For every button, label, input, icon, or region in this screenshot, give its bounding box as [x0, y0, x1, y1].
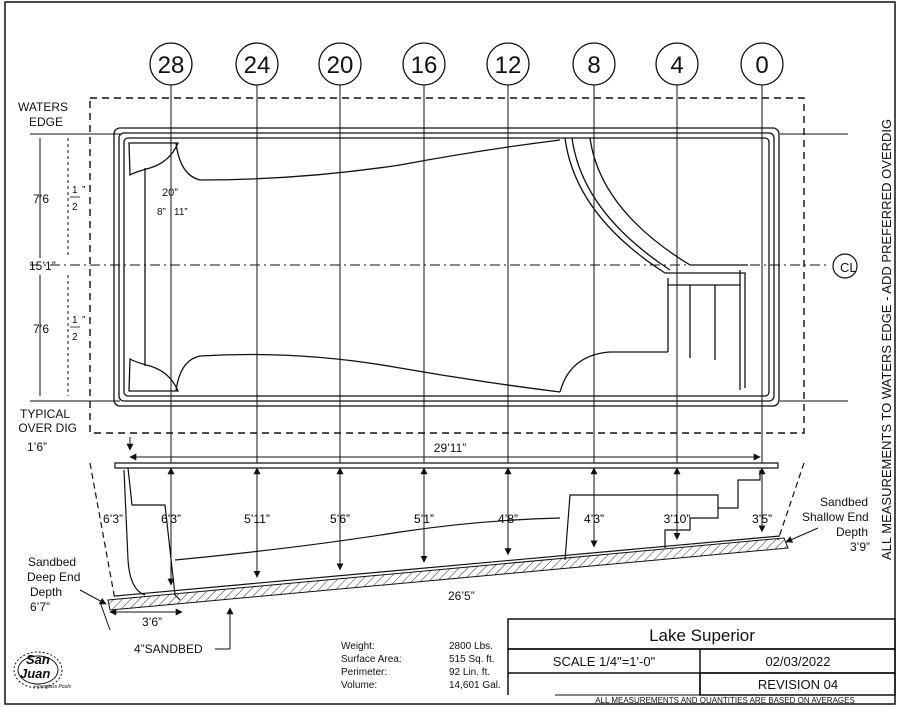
station-number: 24 [243, 52, 271, 79]
logo-line-1: San [26, 652, 50, 667]
centerline-label: CL [840, 260, 857, 275]
sandbed-shallow-1: Sandbed [820, 495, 869, 509]
half-width-lower: 7’6 [33, 322, 50, 336]
typical-label: TYPICAL [19, 407, 70, 421]
revision: REVISION 04 [757, 677, 839, 692]
sandbed-shallow-2: Shallow End [802, 510, 869, 524]
date: 02/03/2022 [765, 654, 831, 669]
sandbed-deep-leader [80, 590, 106, 604]
station-number: 16 [410, 52, 438, 79]
bench-width: 20” [162, 187, 178, 199]
spec-perimeter-value: 92 Lin. ft. [449, 667, 491, 678]
half-width-upper-quote: ” [82, 185, 86, 196]
depth-label: 5’6” [329, 512, 351, 526]
floor-length: 26’5” [448, 589, 475, 603]
station-number: 0 [755, 52, 769, 79]
depth-label: 4’3” [583, 512, 605, 526]
bench-b: 11” [174, 207, 188, 218]
station-markers [150, 43, 783, 463]
bench-a: 8” [157, 207, 166, 218]
logo-tagline: Fiberglass Pools [34, 684, 71, 690]
half-width-lower-den: 2 [72, 332, 78, 343]
deep-flat-length: 3’6” [142, 615, 163, 629]
vertical-note: ALL MEASUREMENTS TO WATERS EDGE - ADD PREFERRED OVERDIG [879, 118, 894, 560]
spec-area-value: 515 Sq. ft. [449, 654, 495, 665]
sandbed-deep-2: Deep End [27, 570, 81, 584]
left-wall-depth: 6’3” [103, 512, 124, 526]
sandbed-shallow-4: 3’9” [850, 540, 871, 554]
sandbed-deep-3: Depth [30, 585, 63, 599]
station-number: 12 [494, 52, 522, 79]
spec-volume-label: Volume: [341, 680, 378, 691]
overdig-dimension: 1’6” [27, 440, 48, 454]
pool-plan [114, 128, 779, 406]
pool-width-dimension: 15’1” [29, 259, 56, 273]
spec-weight-value: 2800 Lbs. [449, 641, 493, 652]
sandbed-shallow-leader [786, 528, 818, 542]
depth-label: 3’5” [751, 512, 773, 526]
overdig-label: OVER DIG [18, 421, 77, 435]
spec-perimeter-label: Perimeter: [341, 667, 388, 678]
footnote: ALL MEASUREMENTS AND QUANTITIES ARE BASED ON AVERAGES [595, 696, 855, 705]
station-number: 28 [157, 52, 185, 79]
logo-line-2: Juan [20, 666, 51, 681]
station-number: 4 [670, 52, 684, 79]
scale: SCALE 1/4"=1'-0" [552, 654, 656, 669]
waters-edge-label-2: EDGE [28, 115, 63, 129]
sandbed-deep-1: Sandbed [28, 555, 77, 569]
spec-volume-value: 14,601 Gal. [449, 680, 501, 691]
depth-label: 6’3” [160, 512, 182, 526]
pool-name: Lake Superior [649, 626, 755, 645]
deep-flat-leader [100, 602, 110, 630]
depth-label: 5’1” [413, 512, 435, 526]
depth-label: 4’8” [497, 512, 519, 526]
spec-weight-label: Weight: [341, 641, 375, 652]
half-width-upper: 7’6 [33, 192, 50, 206]
half-width-upper-den: 2 [72, 202, 78, 213]
half-width-lower-num: 1 [72, 315, 78, 326]
spec-area-label: Surface Area: [341, 654, 402, 665]
half-width-lower-quote: ” [82, 315, 86, 326]
sandbed-thickness: 4”SANDBED [134, 642, 203, 656]
depth-label: 3’10” [663, 512, 691, 526]
station-number: 8 [587, 52, 601, 79]
station-number: 20 [326, 52, 354, 79]
total-length: 29’11” [433, 441, 467, 455]
half-width-upper-num: 1 [72, 185, 78, 196]
sandbed-deep-4: 6’7” [30, 600, 51, 614]
waters-edge-label-1: WATERS [18, 100, 68, 114]
sandbed-shallow-3: Depth [836, 525, 869, 539]
depth-label: 5’11” [244, 512, 270, 526]
